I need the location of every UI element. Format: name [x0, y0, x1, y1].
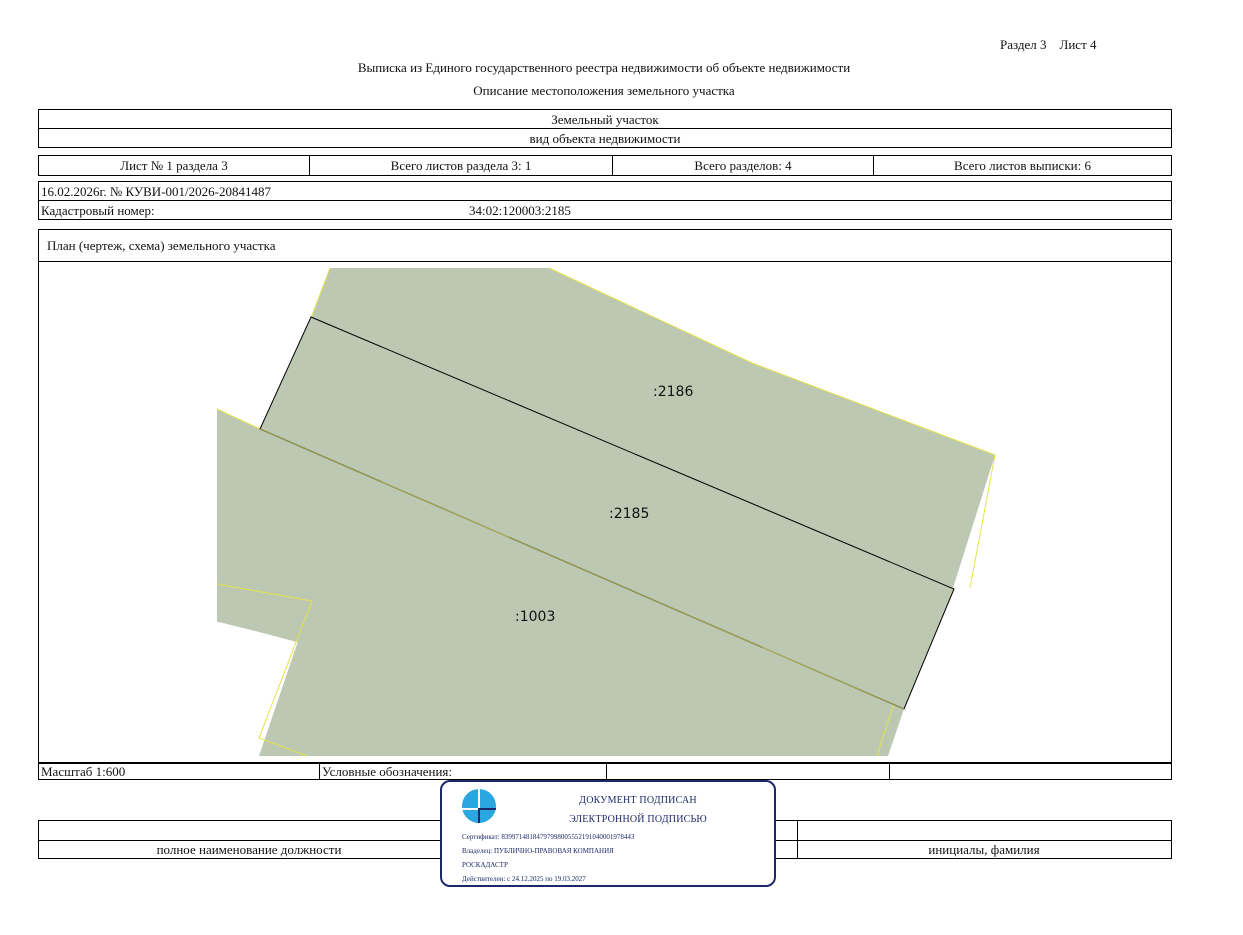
total-sections: Всего разделов: 4 — [612, 156, 873, 175]
sheet-number: Лист № 1 раздела 3 — [120, 157, 228, 173]
sheets-row — [38, 155, 1172, 176]
parcel-plan — [39, 262, 1171, 762]
section-sheet-label: Раздел 3 Лист 4 — [1000, 37, 1097, 52]
stamp-valid: Действителен: с 24.12.2025 по 19.03.2027 — [462, 875, 586, 883]
stamp-owner-org: РОСКАДАСТР — [462, 861, 508, 869]
date-number: 16.02.2026г. № КУВИ-001/2026-20841487 — [41, 184, 271, 199]
legend-cell — [606, 764, 889, 779]
object-type-block — [38, 109, 1172, 148]
plan-title: План (чертеж, схема) земельного участка — [47, 238, 276, 253]
stamp-line1: ДОКУМЕНТ ПОДПИСАН — [579, 795, 697, 806]
document-title: Выписка из Единого государственного реестра недвижимости об объекте недвижимости — [357, 60, 851, 75]
total-sheets-extract: Всего листов выписки: 6 — [873, 156, 1171, 175]
stamp-line2: ЭЛЕКТРОННОЙ ПОДПИСЬЮ — [569, 814, 707, 825]
legend-label: Условные обозначения: — [319, 764, 606, 779]
scale-legend-row — [38, 763, 1172, 780]
doc-info-block — [38, 181, 1172, 220]
cadastral-number: 34:02:120003:2185 — [469, 203, 571, 218]
document-subtitle: Описание местоположения земельного участка — [473, 83, 735, 98]
name-caption: инициалы, фамилия — [928, 842, 1040, 857]
stamp-owner: Владелец: ПУБЛИЧНО-ПРАВОВАЯ КОМПАНИЯ — [462, 847, 614, 855]
object-type: Земельный участок — [551, 112, 659, 127]
scale-label: Масштаб 1:600 — [41, 763, 126, 779]
object-type-caption: вид объекта недвижимости — [529, 131, 681, 146]
plan-frame — [38, 229, 1172, 763]
electronic-signature-stamp — [440, 780, 776, 887]
cadastral-label: Кадастровый номер: — [41, 203, 155, 218]
parcel-label-2186: :2186 — [653, 384, 694, 400]
total-sheets-section: Всего листов раздела 3: 1 — [309, 156, 612, 175]
divider — [39, 200, 1171, 201]
parcel-label-1003: :1003 — [515, 609, 556, 625]
parcel-label-2185: :2185 — [609, 506, 650, 522]
roskadastr-logo-icon — [461, 788, 497, 824]
position-caption: полное наименование должности — [156, 842, 342, 857]
stamp-certificate: Сертификат: 8399714818479799800555219104000197844З — [462, 833, 635, 841]
legend-cell — [889, 764, 1171, 779]
